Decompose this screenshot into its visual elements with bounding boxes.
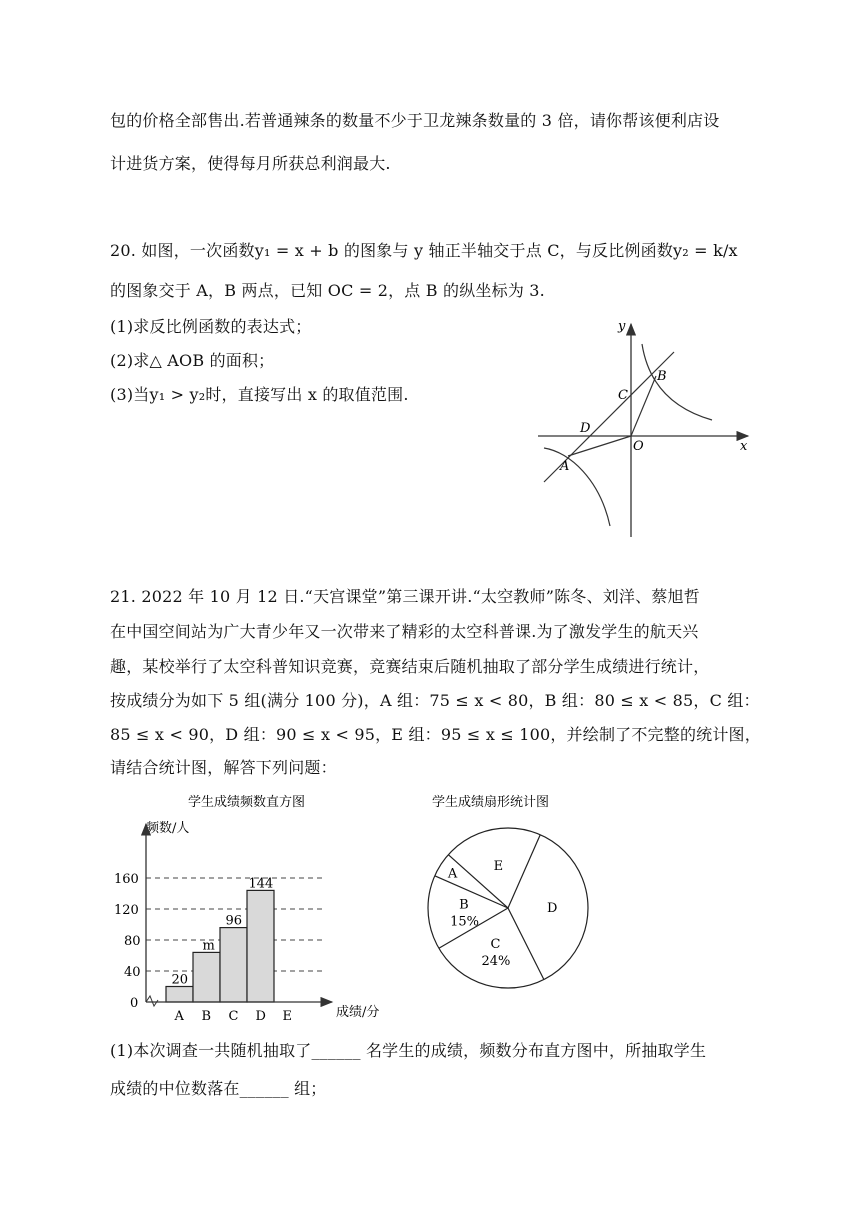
hyperbola-branch-1 xyxy=(642,344,712,420)
histogram-bar xyxy=(166,987,193,1003)
axis-break-mark xyxy=(146,996,158,1006)
hyperbola-branch-2 xyxy=(544,448,610,526)
histogram-bar xyxy=(193,952,220,1002)
histogram-title: 学生成绩频数直方图 xyxy=(188,795,306,810)
text-line: 包的价格全部售出.若普通辣条的数量不少于卫龙辣条数量的 3 倍，请你帮该便利店设 xyxy=(110,111,720,130)
x-category-label: A xyxy=(174,1009,184,1024)
y-tick-label: 0 xyxy=(130,996,139,1011)
question-21-stem: 21. 2022 年 10 月 12 日.“天宫课堂”第三课开讲.“太空教师”陈冬、刘洋、蔡旭哲 xyxy=(110,587,700,606)
question-20-stem-cont: 的图象交于 A，B 两点，已知 OC = 2，点 B 的纵坐标为 3. xyxy=(110,281,545,300)
pie-chart-title: 学生成绩扇形统计图 xyxy=(432,795,550,810)
question-21-stem-cont: 按成绩分为如下 5 组(满分 100 分)，A 组：75 ≤ x < 80，B 组：80 ≤ x < 85，C 组： xyxy=(110,691,760,710)
bar-data-label: 20 xyxy=(171,972,189,988)
pie-slice-percent: 15% xyxy=(450,914,479,930)
bar-data-label: m xyxy=(202,938,215,954)
bar-data-label: 144 xyxy=(248,876,274,892)
x-axis-label: x xyxy=(740,439,748,454)
histogram-y-axis-label: 频数/人 xyxy=(146,821,190,836)
question-20-part-2: (2)求△ AOB 的面积； xyxy=(110,351,275,370)
question-20-part-1: (1)求反比例函数的表达式； xyxy=(110,317,312,336)
segment-OA xyxy=(568,436,631,456)
pie-slice-label: C xyxy=(490,937,501,953)
question-21-stem-cont: 在中国空间站为广大青少年又一次带来了精彩的太空科普课.为了激发学生的航天兴 xyxy=(110,622,699,641)
histogram-x-axis-label: 成绩/分 xyxy=(336,1005,380,1020)
pie-chart xyxy=(420,790,600,1000)
function-graph xyxy=(530,312,760,544)
histogram-chart xyxy=(110,790,410,1030)
histogram-bar xyxy=(247,890,274,1002)
x-category-label: E xyxy=(282,1009,292,1024)
x-category-label: B xyxy=(201,1009,212,1024)
point-C-label: C xyxy=(618,388,628,403)
pie-slice-label: D xyxy=(546,900,558,916)
question-21-part-1: (1)本次调查一共随机抽取了______ 名学生的成绩，频数分布直方图中，所抽取学生 xyxy=(110,1041,707,1060)
point-D-label: D xyxy=(580,421,591,436)
point-A-label: A xyxy=(560,459,570,474)
question-21-stem-cont: 请结合统计图，解答下列问题： xyxy=(110,758,337,777)
y-axis-label: y xyxy=(618,319,626,334)
text-line: 计进货方案，使得每月所获总利润最大. xyxy=(110,154,391,173)
pie-slice-label: B xyxy=(459,897,469,913)
pie-slice-label: E xyxy=(493,859,504,875)
x-category-label: D xyxy=(255,1009,266,1024)
y-tick-label: 80 xyxy=(124,934,141,949)
question-21-stem-cont: 趣，某校举行了太空科普知识竞赛，竞赛结束后随机抽取了部分学生成绩进行统计， xyxy=(110,657,710,676)
pie-slice-label: A xyxy=(447,866,458,882)
histogram-bar xyxy=(220,928,247,1002)
question-21-part-1-cont: 成绩的中位数落在______ 组； xyxy=(110,1079,327,1098)
origin-label: O xyxy=(633,439,644,454)
y-tick-label: 160 xyxy=(114,872,139,887)
pie-slice-percent: 24% xyxy=(481,954,511,970)
y-tick-label: 40 xyxy=(124,965,141,980)
question-20-stem: 20. 如图，一次函数y₁ = x + b 的图象与 y 轴正半轴交于点 C，与反比例函数y₂ = k/x xyxy=(110,241,738,260)
point-B-label: B xyxy=(657,369,667,384)
x-category-label: C xyxy=(228,1009,239,1024)
y-tick-label: 120 xyxy=(114,903,139,918)
segment-OB xyxy=(631,376,656,436)
question-21-stem-cont: 85 ≤ x < 90，D 组：90 ≤ x < 95，E 组：95 ≤ x ≤ 100，并绘制了不完整的统计图， xyxy=(110,725,761,744)
question-20-part-3: (3)当y₁ > y₂时，直接写出 x 的取值范围. xyxy=(110,385,409,404)
bar-data-label: 96 xyxy=(225,913,243,929)
